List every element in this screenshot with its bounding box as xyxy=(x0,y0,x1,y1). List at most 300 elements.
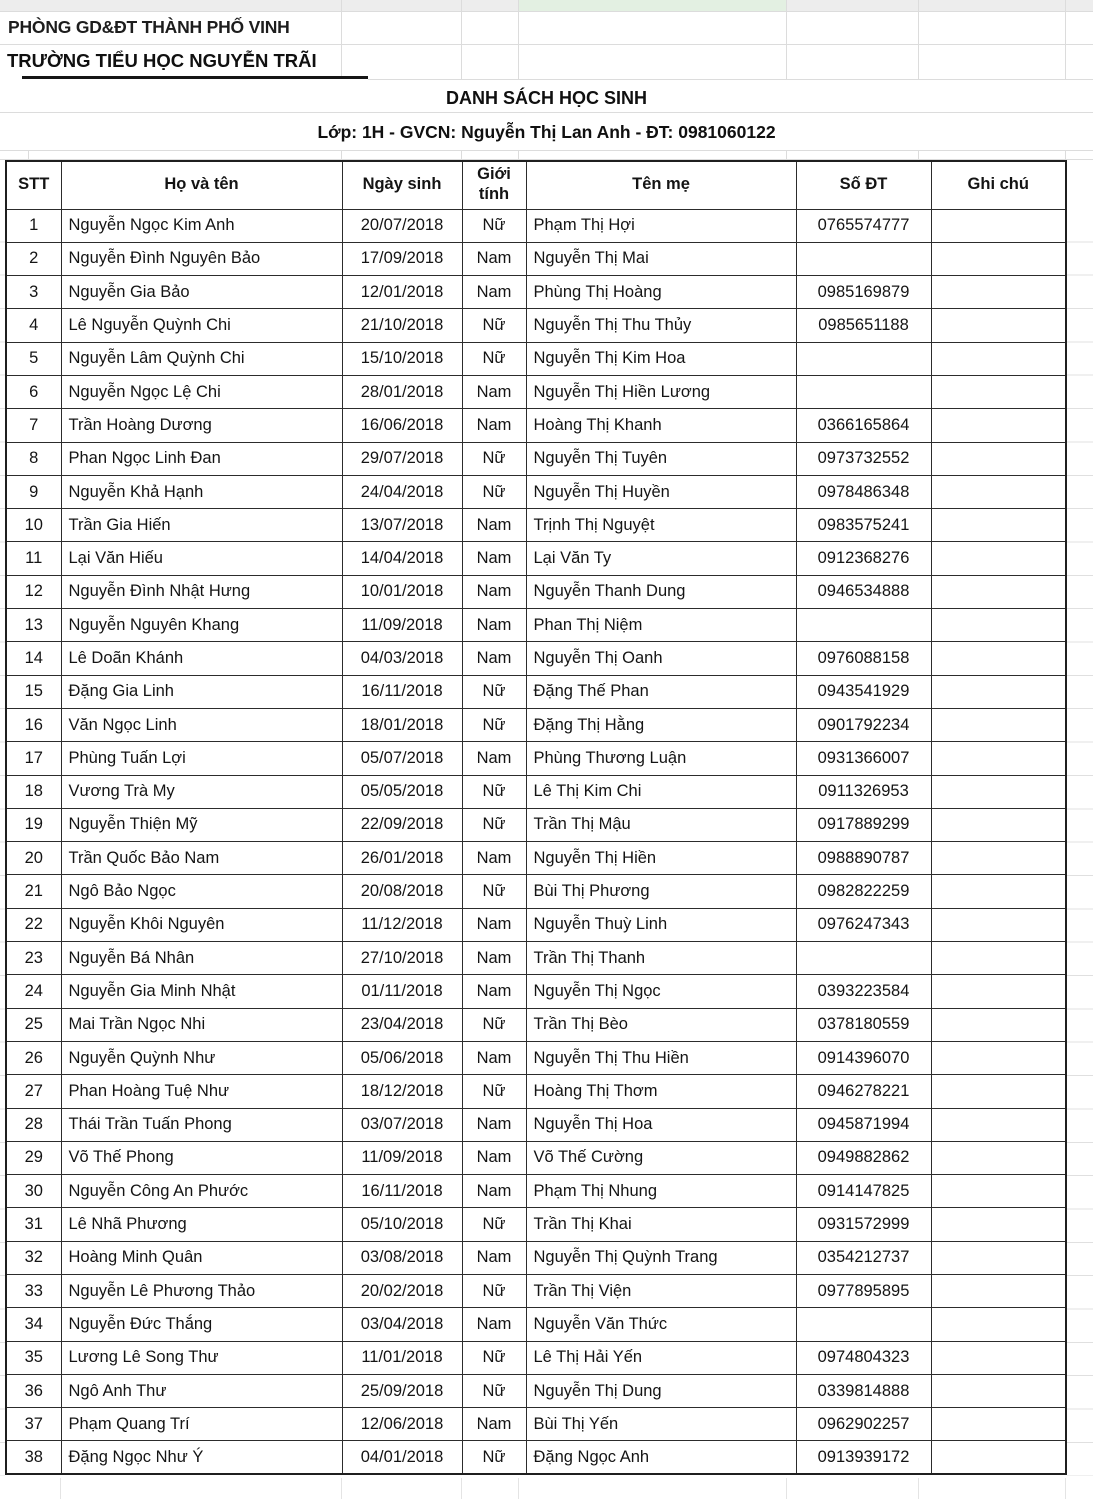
cell-note xyxy=(931,942,1066,975)
cell-name: Lê Doãn Khánh xyxy=(61,642,342,675)
school-name-underline xyxy=(22,76,368,79)
class-info-line: Lớp: 1H - GVCN: Nguyễn Thị Lan Anh - ĐT: 0981060122 xyxy=(317,122,776,142)
cell-stt: 11 xyxy=(6,542,61,575)
cell-mother: Nguyễn Thị Huyền xyxy=(526,475,796,508)
cell-note xyxy=(931,375,1066,408)
cell-gender: Nữ xyxy=(462,1208,526,1241)
cell-dob: 10/01/2018 xyxy=(342,575,462,608)
cell-phone: 0945871994 xyxy=(796,1108,931,1141)
cell-phone: 0946534888 xyxy=(796,575,931,608)
column-header-note: Ghi chú xyxy=(931,161,1066,209)
cell-phone: 0378180559 xyxy=(796,1008,931,1041)
table-row xyxy=(6,276,1066,309)
cell-phone: 0911326953 xyxy=(796,775,931,808)
cell-dob: 12/06/2018 xyxy=(342,1408,462,1441)
cell-stt: 1 xyxy=(6,209,61,242)
gridline xyxy=(918,150,919,159)
cell-phone xyxy=(796,342,931,375)
cell-mother: Bùi Thị Yến xyxy=(526,1408,796,1441)
gridline xyxy=(518,1478,519,1499)
cell-phone xyxy=(796,1308,931,1341)
cell-gender: Nữ xyxy=(462,1374,526,1407)
cell-phone xyxy=(796,942,931,975)
table-row xyxy=(6,209,1066,242)
cell-gender: Nữ xyxy=(462,1441,526,1474)
table-row xyxy=(6,442,1066,475)
cell-stt: 33 xyxy=(6,1275,61,1308)
cell-stt: 36 xyxy=(6,1374,61,1407)
cell-note xyxy=(931,575,1066,608)
cell-stt: 2 xyxy=(6,242,61,275)
cell-note xyxy=(931,276,1066,309)
table-row xyxy=(6,975,1066,1008)
cell-dob: 04/01/2018 xyxy=(342,1441,462,1474)
cell-name: Vương Trà My xyxy=(61,775,342,808)
cell-mother: Trần Thị Bèo xyxy=(526,1008,796,1041)
cell-stt: 20 xyxy=(6,842,61,875)
cell-stt: 24 xyxy=(6,975,61,1008)
cell-note xyxy=(931,1208,1066,1241)
table-row xyxy=(6,1374,1066,1407)
cell-gender: Nam xyxy=(462,1175,526,1208)
table-row xyxy=(6,1408,1066,1441)
cell-dob: 16/11/2018 xyxy=(342,1175,462,1208)
cell-mother: Trần Thị Mậu xyxy=(526,808,796,841)
cell-dob: 17/09/2018 xyxy=(342,242,462,275)
cell-phone: 0978486348 xyxy=(796,475,931,508)
cell-stt: 4 xyxy=(6,309,61,342)
cell-dob: 16/06/2018 xyxy=(342,409,462,442)
gridline xyxy=(786,0,787,79)
table-row xyxy=(6,375,1066,408)
table-row xyxy=(6,708,1066,741)
cell-mother: Nguyễn Thị Hiền xyxy=(526,842,796,875)
cell-name: Võ Thế Phong xyxy=(61,1141,342,1174)
cell-note xyxy=(931,1241,1066,1274)
cell-stt: 21 xyxy=(6,875,61,908)
cell-phone xyxy=(796,375,931,408)
cell-gender: Nữ xyxy=(462,708,526,741)
table-row xyxy=(6,1075,1066,1108)
cell-stt: 37 xyxy=(6,1408,61,1441)
cell-gender: Nữ xyxy=(462,309,526,342)
cell-phone: 0339814888 xyxy=(796,1374,931,1407)
right-margin-gridlines xyxy=(1067,209,1093,1476)
cell-phone: 0917889299 xyxy=(796,808,931,841)
cell-gender: Nam xyxy=(462,942,526,975)
gridline xyxy=(1065,1478,1066,1499)
cell-mother: Phan Thị Niệm xyxy=(526,609,796,642)
cell-dob: 03/07/2018 xyxy=(342,1108,462,1141)
department-name: PHÒNG GD&ĐT THÀNH PHỐ VINH xyxy=(8,17,290,37)
cell-dob: 26/01/2018 xyxy=(342,842,462,875)
cell-name: Nguyễn Công An Phước xyxy=(61,1175,342,1208)
cell-stt: 19 xyxy=(6,808,61,841)
gridline xyxy=(786,1478,787,1499)
cell-note xyxy=(931,342,1066,375)
column-header-mother: Tên mẹ xyxy=(526,161,796,209)
table-row xyxy=(6,842,1066,875)
table-row xyxy=(6,1008,1066,1041)
cell-dob: 18/12/2018 xyxy=(342,1075,462,1108)
cell-note xyxy=(931,1008,1066,1041)
cell-phone: 0976088158 xyxy=(796,642,931,675)
table-row xyxy=(6,1441,1066,1474)
column-header-name: Họ và tên xyxy=(61,161,342,209)
table-row xyxy=(6,908,1066,941)
cell-note xyxy=(931,509,1066,542)
cell-note xyxy=(931,775,1066,808)
cell-dob: 24/04/2018 xyxy=(342,475,462,508)
cell-stt: 3 xyxy=(6,276,61,309)
cell-name: Đặng Ngọc Như Ý xyxy=(61,1441,342,1474)
cell-gender: Nam xyxy=(462,1408,526,1441)
cell-dob: 04/03/2018 xyxy=(342,642,462,675)
cell-stt: 9 xyxy=(6,475,61,508)
cell-gender: Nam xyxy=(462,242,526,275)
cell-dob: 11/12/2018 xyxy=(342,908,462,941)
cell-mother: Hoàng Thị Khanh xyxy=(526,409,796,442)
cell-mother: Nguyễn Thị Thu Thủy xyxy=(526,309,796,342)
cell-name: Ngô Anh Thư xyxy=(61,1374,342,1407)
cell-phone: 0949882862 xyxy=(796,1141,931,1174)
gridline xyxy=(341,1478,342,1499)
cell-stt: 27 xyxy=(6,1075,61,1108)
cell-gender: Nam xyxy=(462,1108,526,1141)
column-header-stt: STT xyxy=(6,161,61,209)
cell-phone: 0931366007 xyxy=(796,742,931,775)
gridline xyxy=(461,150,462,159)
cell-mother: Lại Văn Ty xyxy=(526,542,796,575)
cell-phone: 0962902257 xyxy=(796,1408,931,1441)
cell-stt: 17 xyxy=(6,742,61,775)
cell-gender: Nam xyxy=(462,842,526,875)
table-row xyxy=(6,1208,1066,1241)
cell-name: Lê Nguyễn Quỳnh Chi xyxy=(61,309,342,342)
cell-mother: Nguyễn Thị Thu Hiền xyxy=(526,1041,796,1074)
cell-stt: 8 xyxy=(6,442,61,475)
gridline xyxy=(1065,150,1066,159)
table-row xyxy=(6,675,1066,708)
gridline xyxy=(918,1478,919,1499)
cell-dob: 20/08/2018 xyxy=(342,875,462,908)
cell-gender: Nam xyxy=(462,1041,526,1074)
gridline xyxy=(1065,0,1066,79)
cell-name: Nguyễn Nguyên Khang xyxy=(61,609,342,642)
cell-dob: 20/02/2018 xyxy=(342,1275,462,1308)
cell-mother: Trần Thị Thanh xyxy=(526,942,796,975)
table-body xyxy=(6,209,1066,1474)
cell-dob: 29/07/2018 xyxy=(342,442,462,475)
cell-dob: 16/11/2018 xyxy=(342,675,462,708)
cell-name: Nguyễn Ngọc Lệ Chi xyxy=(61,375,342,408)
cell-note xyxy=(931,1374,1066,1407)
cell-phone: 0973732552 xyxy=(796,442,931,475)
cell-name: Lê Nhã Phương xyxy=(61,1208,342,1241)
cell-mother: Bùi Thị Phương xyxy=(526,875,796,908)
table-row xyxy=(6,309,1066,342)
gridline xyxy=(461,1478,462,1499)
cell-note xyxy=(931,675,1066,708)
cell-name: Ngô Bảo Ngọc xyxy=(61,875,342,908)
cell-dob: 15/10/2018 xyxy=(342,342,462,375)
cell-dob: 11/09/2018 xyxy=(342,609,462,642)
cell-gender: Nam xyxy=(462,908,526,941)
cell-note xyxy=(931,1108,1066,1141)
cell-phone: 0914396070 xyxy=(796,1041,931,1074)
cell-gender: Nam xyxy=(462,542,526,575)
table-row xyxy=(6,575,1066,608)
cell-gender: Nam xyxy=(462,575,526,608)
cell-mother: Nguyễn Thị Hiền Lương xyxy=(526,375,796,408)
cell-phone: 0983575241 xyxy=(796,509,931,542)
cell-note xyxy=(931,1308,1066,1341)
cell-mother: Nguyễn Thị Hoa xyxy=(526,1108,796,1141)
document-title: DANH SÁCH HỌC SINH xyxy=(445,88,647,108)
cell-note xyxy=(931,209,1066,242)
cell-name: Nguyễn Khả Hạnh xyxy=(61,475,342,508)
cell-phone: 0366165864 xyxy=(796,409,931,442)
cell-note xyxy=(931,542,1066,575)
cell-phone: 0393223584 xyxy=(796,975,931,1008)
cell-gender: Nam xyxy=(462,509,526,542)
cell-stt: 23 xyxy=(6,942,61,975)
cell-gender: Nam xyxy=(462,742,526,775)
cell-note xyxy=(931,309,1066,342)
cell-dob: 14/04/2018 xyxy=(342,542,462,575)
cell-gender: Nữ xyxy=(462,775,526,808)
table-row xyxy=(6,342,1066,375)
table-row xyxy=(6,609,1066,642)
cell-dob: 05/10/2018 xyxy=(342,1208,462,1241)
table-row xyxy=(6,475,1066,508)
cell-gender: Nam xyxy=(462,1141,526,1174)
cell-phone: 0988890787 xyxy=(796,842,931,875)
cell-mother: Nguyễn Thị Dung xyxy=(526,1374,796,1407)
cell-name: Phạm Quang Trí xyxy=(61,1408,342,1441)
table-row xyxy=(6,875,1066,908)
cell-note xyxy=(931,1075,1066,1108)
cell-mother: Nguyễn Thị Oanh xyxy=(526,642,796,675)
cell-phone: 0931572999 xyxy=(796,1208,931,1241)
table-row xyxy=(6,1241,1066,1274)
cell-stt: 31 xyxy=(6,1208,61,1241)
table-row xyxy=(6,808,1066,841)
cell-dob: 05/05/2018 xyxy=(342,775,462,808)
cell-mother: Trịnh Thị Nguyệt xyxy=(526,509,796,542)
cell-mother: Nguyễn Thanh Dung xyxy=(526,575,796,608)
gridline xyxy=(518,150,519,159)
cell-stt: 34 xyxy=(6,1308,61,1341)
cell-note xyxy=(931,609,1066,642)
cell-phone: 0913939172 xyxy=(796,1441,931,1474)
cell-dob: 05/06/2018 xyxy=(342,1041,462,1074)
cell-note xyxy=(931,975,1066,1008)
cell-mother: Đặng Ngọc Anh xyxy=(526,1441,796,1474)
cell-mother: Lê Thị Kim Chi xyxy=(526,775,796,808)
cell-stt: 7 xyxy=(6,409,61,442)
cell-name: Lương Lê Song Thư xyxy=(61,1341,342,1374)
cell-name: Văn Ngọc Linh xyxy=(61,708,342,741)
cell-note xyxy=(931,742,1066,775)
column-header-phone: Số ĐT xyxy=(796,161,931,209)
cell-phone: 0985651188 xyxy=(796,309,931,342)
school-name: TRƯỜNG TIỂU HỌC NGUYỄN TRÃI xyxy=(7,50,317,71)
cell-stt: 6 xyxy=(6,375,61,408)
cell-gender: Nữ xyxy=(462,1341,526,1374)
cell-gender: Nam xyxy=(462,1308,526,1341)
cell-note xyxy=(931,475,1066,508)
cell-mother: Phạm Thị Nhung xyxy=(526,1175,796,1208)
cell-gender: Nữ xyxy=(462,1075,526,1108)
cell-mother: Trần Thị Viện xyxy=(526,1275,796,1308)
cell-gender: Nam xyxy=(462,276,526,309)
cell-name: Hoàng Minh Quân xyxy=(61,1241,342,1274)
gridline xyxy=(0,44,1093,45)
cell-phone: 0914147825 xyxy=(796,1175,931,1208)
cell-dob: 05/07/2018 xyxy=(342,742,462,775)
cell-note xyxy=(931,442,1066,475)
table-row xyxy=(6,1141,1066,1174)
gridline xyxy=(341,150,342,159)
table-row xyxy=(6,742,1066,775)
cell-gender: Nữ xyxy=(462,875,526,908)
cell-stt: 28 xyxy=(6,1108,61,1141)
cell-phone: 0982822259 xyxy=(796,875,931,908)
cell-gender: Nữ xyxy=(462,342,526,375)
cell-phone: 0977895895 xyxy=(796,1275,931,1308)
cell-mother: Nguyễn Thị Quỳnh Trang xyxy=(526,1241,796,1274)
cell-mother: Nguyễn Thị Tuyên xyxy=(526,442,796,475)
cell-note xyxy=(931,409,1066,442)
cell-name: Thái Trần Tuấn Phong xyxy=(61,1108,342,1141)
student-table xyxy=(5,160,1067,1475)
column-header-dob: Ngày sinh xyxy=(342,161,462,209)
table-row xyxy=(6,1108,1066,1141)
cell-dob: 03/08/2018 xyxy=(342,1241,462,1274)
cell-phone: 0974804323 xyxy=(796,1341,931,1374)
cell-note xyxy=(931,242,1066,275)
cell-name: Nguyễn Khôi Nguyên xyxy=(61,908,342,941)
cell-stt: 32 xyxy=(6,1241,61,1274)
cell-stt: 13 xyxy=(6,609,61,642)
cell-dob: 11/09/2018 xyxy=(342,1141,462,1174)
cell-phone: 0985169879 xyxy=(796,276,931,309)
cell-note xyxy=(931,1341,1066,1374)
cell-stt: 5 xyxy=(6,342,61,375)
cell-mother: Nguyễn Thị Ngọc xyxy=(526,975,796,1008)
cell-dob: 11/01/2018 xyxy=(342,1341,462,1374)
cell-phone xyxy=(796,242,931,275)
cell-stt: 12 xyxy=(6,575,61,608)
cell-mother: Lê Thị Hải Yến xyxy=(526,1341,796,1374)
cell-stt: 14 xyxy=(6,642,61,675)
cell-name: Đặng Gia Linh xyxy=(61,675,342,708)
cell-note xyxy=(931,875,1066,908)
cell-name: Nguyễn Gia Minh Nhật xyxy=(61,975,342,1008)
cell-mother: Trần Thị Khai xyxy=(526,1208,796,1241)
cell-stt: 38 xyxy=(6,1441,61,1474)
table-row xyxy=(6,1275,1066,1308)
cell-mother: Hoàng Thị Thơm xyxy=(526,1075,796,1108)
highlighted-cell xyxy=(519,0,786,11)
cell-name: Phan Hoàng Tuệ Như xyxy=(61,1075,342,1108)
cell-mother: Đặng Thị Hằng xyxy=(526,708,796,741)
cell-gender: Nam xyxy=(462,375,526,408)
cell-dob: 12/01/2018 xyxy=(342,276,462,309)
table-row xyxy=(6,642,1066,675)
cell-dob: 03/04/2018 xyxy=(342,1308,462,1341)
table-row xyxy=(6,409,1066,442)
cell-dob: 22/09/2018 xyxy=(342,808,462,841)
gridline xyxy=(60,1478,61,1499)
cell-name: Nguyễn Ngọc Kim Anh xyxy=(61,209,342,242)
cell-note xyxy=(931,1408,1066,1441)
cell-stt: 29 xyxy=(6,1141,61,1174)
cell-note xyxy=(931,642,1066,675)
cell-note xyxy=(931,1041,1066,1074)
cell-name: Trần Hoàng Dương xyxy=(61,409,342,442)
cell-mother: Phạm Thị Hợi xyxy=(526,209,796,242)
cell-mother: Nguyễn Văn Thức xyxy=(526,1308,796,1341)
cell-name: Nguyễn Lâm Quỳnh Chi xyxy=(61,342,342,375)
cell-dob: 28/01/2018 xyxy=(342,375,462,408)
table-row xyxy=(6,242,1066,275)
cell-name: Nguyễn Đình Nhật Hưng xyxy=(61,575,342,608)
gridline xyxy=(518,0,519,79)
cell-note xyxy=(931,1141,1066,1174)
cell-name: Nguyễn Đức Thắng xyxy=(61,1308,342,1341)
cell-gender: Nữ xyxy=(462,475,526,508)
table-row xyxy=(6,1175,1066,1208)
cell-phone: 0901792234 xyxy=(796,708,931,741)
gridline xyxy=(368,79,1093,80)
cell-gender: Nam xyxy=(462,975,526,1008)
cell-note xyxy=(931,1175,1066,1208)
cell-gender: Nam xyxy=(462,409,526,442)
cell-gender: Nữ xyxy=(462,675,526,708)
cell-stt: 15 xyxy=(6,675,61,708)
cell-name: Phùng Tuấn Lợi xyxy=(61,742,342,775)
cell-name: Trần Gia Hiến xyxy=(61,509,342,542)
cell-mother: Phùng Thương Luận xyxy=(526,742,796,775)
cell-phone xyxy=(796,609,931,642)
cell-stt: 18 xyxy=(6,775,61,808)
cell-phone: 0943541929 xyxy=(796,675,931,708)
cell-stt: 16 xyxy=(6,708,61,741)
cell-name: Nguyễn Đình Nguyên Bảo xyxy=(61,242,342,275)
cell-gender: Nam xyxy=(462,1241,526,1274)
cell-stt: 35 xyxy=(6,1341,61,1374)
cell-mother: Nguyễn Thuỳ Linh xyxy=(526,908,796,941)
cell-name: Trần Quốc Bảo Nam xyxy=(61,842,342,875)
cell-mother: Võ Thế Cường xyxy=(526,1141,796,1174)
cell-phone: 0976247343 xyxy=(796,908,931,941)
cell-stt: 26 xyxy=(6,1041,61,1074)
cell-gender: Nữ xyxy=(462,1008,526,1041)
cell-name: Nguyễn Lê Phương Thảo xyxy=(61,1275,342,1308)
cell-name: Mai Trần Ngọc Nhi xyxy=(61,1008,342,1041)
cell-stt: 30 xyxy=(6,1175,61,1208)
cell-phone: 0946278221 xyxy=(796,1075,931,1108)
cell-dob: 21/10/2018 xyxy=(342,309,462,342)
cell-dob: 20/07/2018 xyxy=(342,209,462,242)
cell-phone: 0912368276 xyxy=(796,542,931,575)
table-row xyxy=(6,1341,1066,1374)
table-row xyxy=(6,942,1066,975)
gridline xyxy=(0,150,1093,151)
cell-dob: 18/01/2018 xyxy=(342,708,462,741)
